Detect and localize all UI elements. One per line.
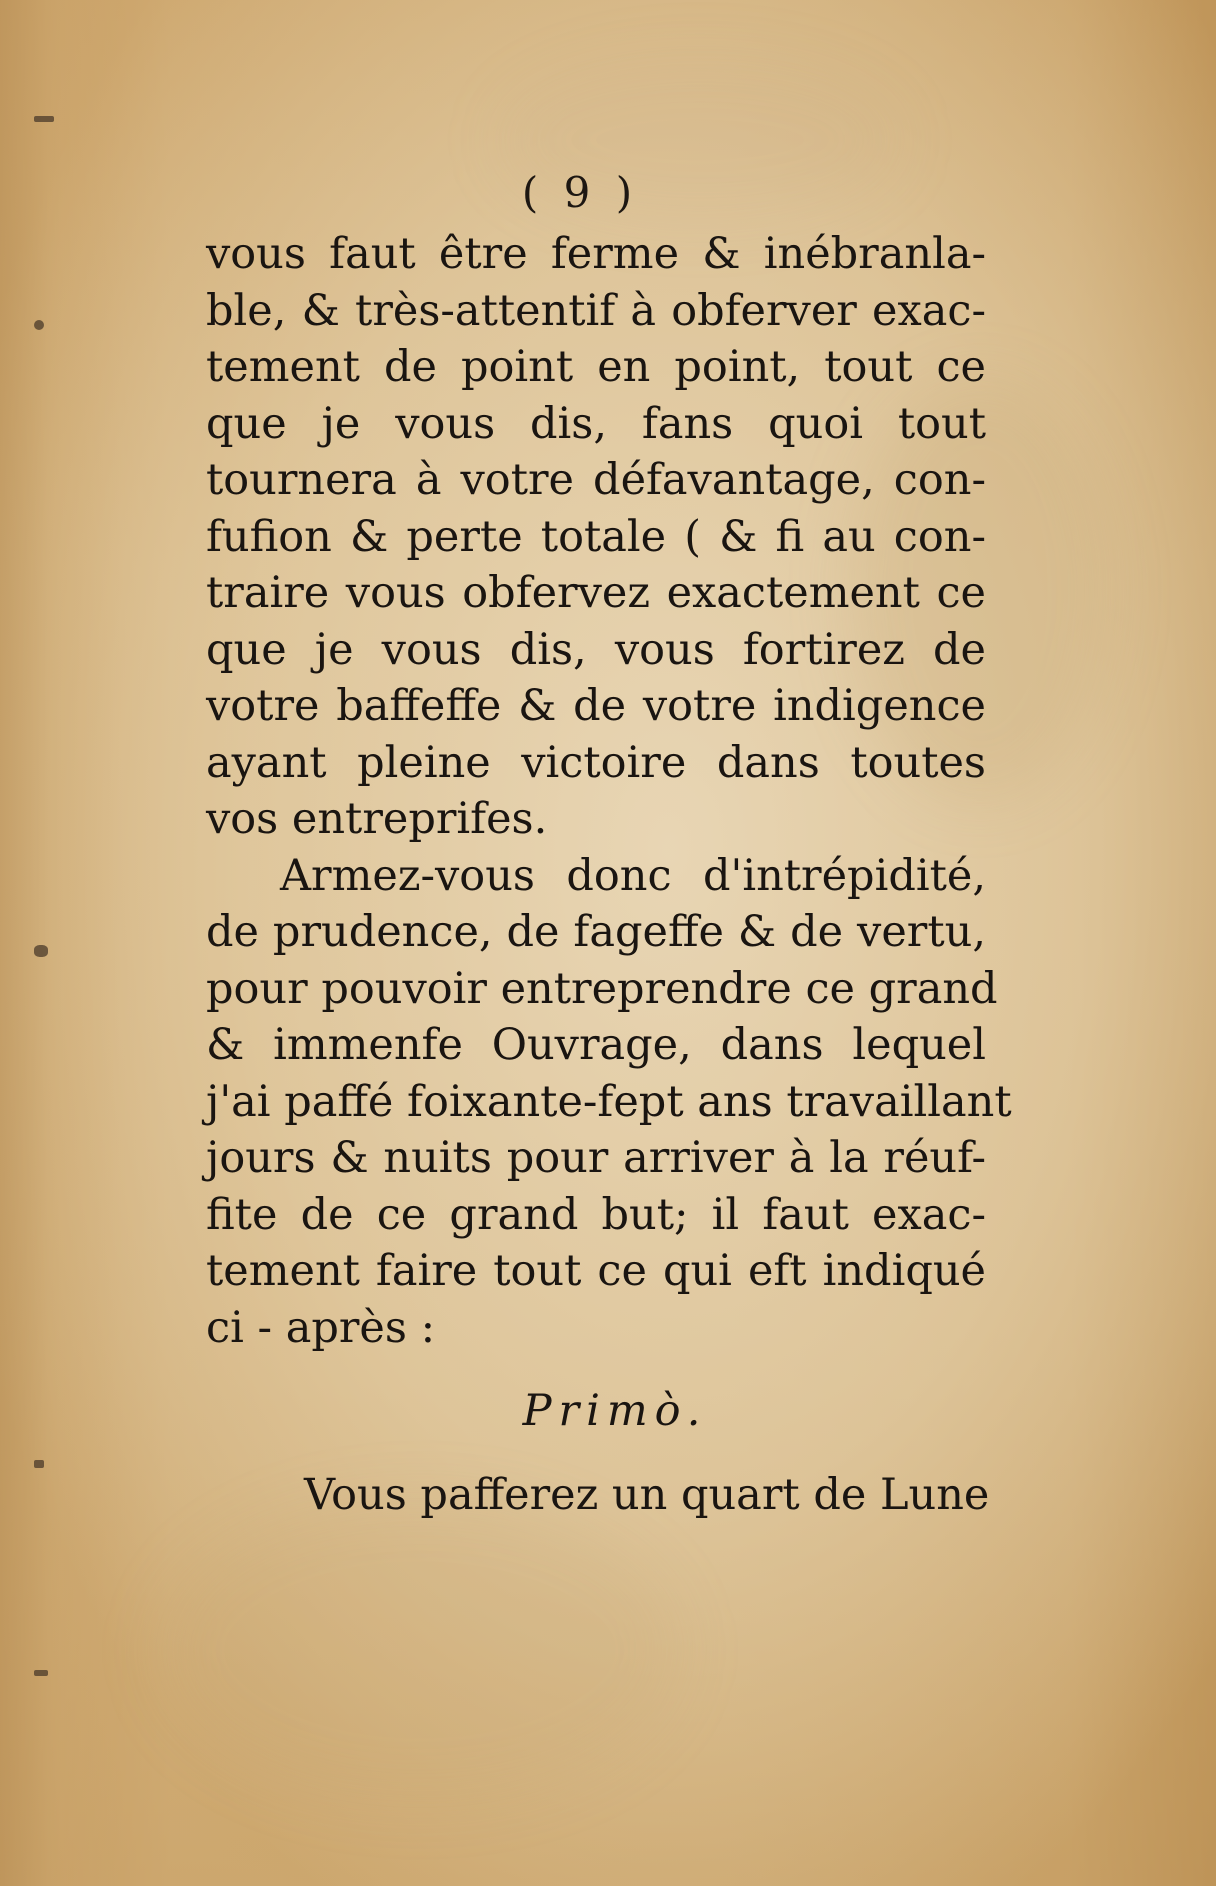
text-line: j'ai paffé foixante-fept ans travaillant [206, 1076, 1012, 1127]
text-line: vos entreprifes. [206, 794, 548, 844]
text-line: Armez-vous donc d'intrépidité, [280, 850, 986, 901]
text-line: & immenfe Ouvrage, dans lequel [206, 1020, 986, 1070]
text-line: que je vous dis, fans quoi tout [206, 398, 986, 449]
paragraph-2 [206, 848, 1012, 1357]
margin-mark [34, 945, 48, 957]
text-line: de prudence, de fageffe & de vertu, [206, 907, 986, 957]
text-line: ayant pleine victoire dans toutes [206, 737, 986, 788]
text-line: ci - après : [206, 1302, 436, 1353]
text-line: que je vous dis, vous fortirez de [206, 624, 986, 675]
page-edge-shadow [0, 0, 120, 1886]
text-line: jours & nuits pour arriver à la réuf- [206, 1133, 986, 1183]
margin-mark [34, 1670, 48, 1676]
text-line: tement faire tout ce qui eft indiqué [206, 1246, 986, 1296]
paragraph-1 [206, 226, 986, 848]
text-line: tement de point en point, tout ce [206, 342, 986, 392]
text-line: traire vous obfervez exactement ce [206, 568, 986, 618]
body-text [206, 226, 1012, 1356]
text-line: pour pouvoir entreprendre ce grand [206, 963, 998, 1014]
margin-mark [34, 320, 44, 330]
text-line: votre baffeffe & de votre indigence [206, 681, 986, 731]
text-line: ble, & très-attentif à obferver exac- [206, 285, 986, 336]
margin-mark [34, 116, 54, 122]
text-line: tournera à votre défavantage, con- [206, 455, 986, 505]
text-line: fufion & perte totale ( & fi au con- [206, 511, 986, 562]
catchword-line: Vous pafferez un quart de Lune [304, 1470, 990, 1520]
section-heading: Primò. [522, 1386, 708, 1436]
text-line: vous faut être ferme & inébranla- [206, 229, 986, 279]
text-line: fite de ce grand but; il faut exac- [206, 1189, 986, 1240]
margin-mark [34, 1460, 44, 1468]
paper-stain [160, 1500, 680, 1800]
page-number: ( 9 ) [521, 168, 639, 217]
